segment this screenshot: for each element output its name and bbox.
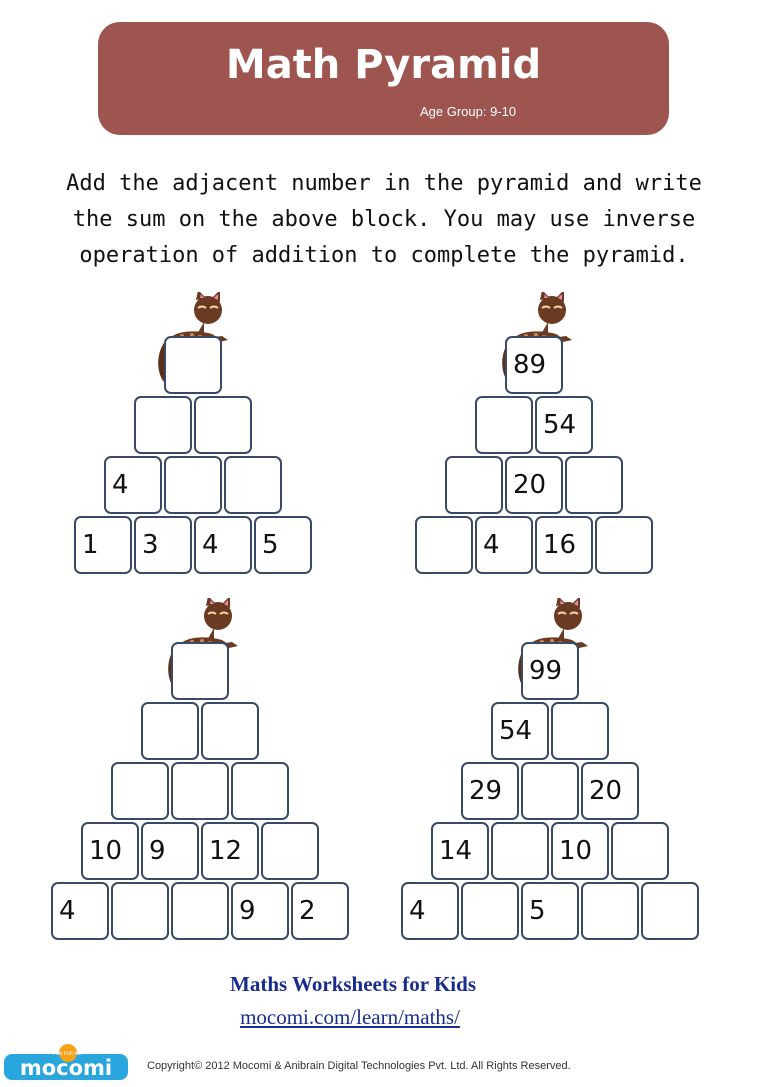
pyramid-cell[interactable] — [415, 516, 473, 574]
cell-value: 54 — [543, 410, 577, 440]
cell-value: 4 — [59, 896, 76, 926]
pyramid-cell[interactable] — [171, 642, 229, 700]
pyramid-cell[interactable] — [445, 456, 503, 514]
cell-value: 4 — [112, 470, 129, 500]
cell-value: 99 — [529, 656, 563, 686]
cell-value: 20 — [589, 776, 623, 806]
pyramid-cell[interactable] — [611, 822, 669, 880]
logo-text: mocomi — [19, 1056, 113, 1080]
pyramid-cell[interactable] — [134, 396, 192, 454]
cell-value: 20 — [513, 470, 547, 500]
pyramid-cell[interactable] — [521, 762, 579, 820]
mocomi-logo — [2, 1044, 130, 1082]
pyramid-cell[interactable] — [595, 516, 653, 574]
pyramid-cell[interactable] — [224, 456, 282, 514]
cell-value: 5 — [262, 530, 279, 560]
pyramid-cell[interactable] — [164, 456, 222, 514]
pyramid-cell[interactable] — [111, 762, 169, 820]
pyramid-cell[interactable] — [261, 822, 319, 880]
pyramid-cell[interactable] — [141, 702, 199, 760]
cell-value: 9 — [149, 836, 166, 866]
pyramid-cell[interactable] — [164, 336, 222, 394]
cell-value: 3 — [142, 530, 159, 560]
cell-value: 4 — [202, 530, 219, 560]
copyright-text: Copyright© 2012 Mocomi & Anibrain Digital Technologies Pvt. Ltd. All Rights Reserved. — [147, 1060, 571, 1072]
cell-value: 2 — [299, 896, 316, 926]
footer-title: Maths Worksheets for Kids — [230, 972, 476, 996]
pyramid-cell[interactable] — [171, 762, 229, 820]
footer-url-link[interactable]: mocomi.com/learn/maths/ — [240, 1005, 460, 1029]
instructions-text: Add the adjacent number in the pyramid and write the sum on the above block. You may use inverse operation of addition to complete the pyramid. — [66, 171, 702, 268]
age-group-label: Age Group: 9-10 — [420, 104, 517, 119]
cell-value: 16 — [543, 530, 577, 560]
logo-tag: FUN FOR ME! — [53, 1052, 83, 1057]
cell-value: 10 — [559, 836, 593, 866]
pyramid-cell[interactable] — [641, 882, 699, 940]
cell-value: 4 — [409, 896, 426, 926]
pyramid-cell[interactable] — [111, 882, 169, 940]
cell-value: 10 — [89, 836, 123, 866]
pyramid-cell[interactable] — [565, 456, 623, 514]
pyramid-cell[interactable] — [461, 882, 519, 940]
cell-value: 89 — [513, 350, 547, 380]
cell-value: 54 — [499, 716, 533, 746]
page-title: Math Pyramid — [225, 42, 542, 88]
pyramid-cell[interactable] — [194, 396, 252, 454]
pyramid-cell[interactable] — [475, 396, 533, 454]
cell-value: 29 — [469, 776, 503, 806]
cell-value: 9 — [239, 896, 256, 926]
cell-value: 12 — [209, 836, 243, 866]
pyramid-cell[interactable] — [231, 762, 289, 820]
cell-value: 14 — [439, 836, 473, 866]
cell-value: 4 — [483, 530, 500, 560]
pyramid-cell[interactable] — [551, 702, 609, 760]
pyramid-cell[interactable] — [491, 822, 549, 880]
cell-value: 5 — [529, 896, 546, 926]
pyramid-cell[interactable] — [171, 882, 229, 940]
cell-value: 1 — [82, 530, 99, 560]
pyramid-cell[interactable] — [581, 882, 639, 940]
pyramid-cell[interactable] — [201, 702, 259, 760]
